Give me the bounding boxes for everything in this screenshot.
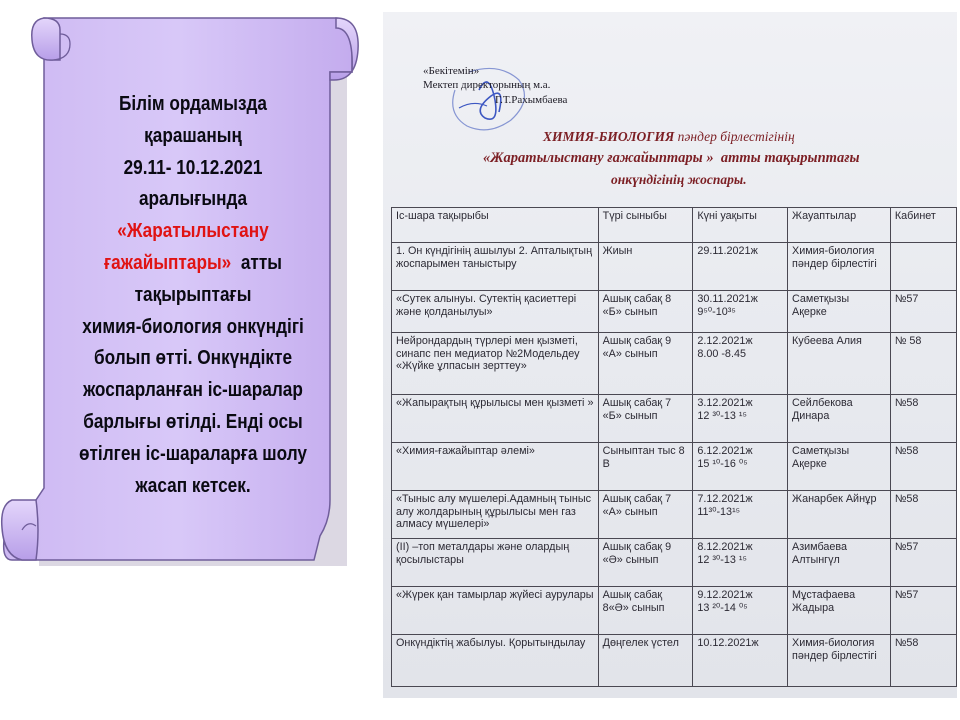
- cell-type: [598, 291, 693, 333]
- cell-type-text: Ашық сабақ 7 «А» сынып: [602, 493, 672, 518]
- cell-responsible-text: Азимбаева Алтынгүл: [792, 541, 848, 566]
- cell-topic: [392, 291, 599, 333]
- table-header-row: [392, 208, 957, 243]
- cell-room-text: №58: [894, 445, 919, 457]
- table-row: [392, 395, 957, 443]
- cell-date-text: 7.12.2021ж: [697, 493, 753, 505]
- cell-type: [598, 395, 693, 443]
- cell-type-text: Ашық сабақ 7 «Б» сынып: [602, 397, 672, 422]
- approve-label: «Бекітемін»: [423, 65, 480, 77]
- cell-responsible-text: Саметқызы Ақерке: [792, 445, 850, 470]
- col-type: Түрі сыныбы: [598, 208, 693, 243]
- cell-responsible: [788, 491, 891, 539]
- cell-time-text: 9⁵⁰-10³⁵: [697, 305, 736, 318]
- table-row: [392, 291, 957, 333]
- scroll-line-5: тақырыптағы: [134, 282, 252, 306]
- scroll-line-11: жасап кетсек.: [135, 473, 251, 497]
- cell-responsible-text: Химия-биология пәндер бірлестігі: [792, 245, 877, 270]
- cell-topic-text: «Жапырақтың құрылысы мен қызметі »: [396, 397, 594, 409]
- cell-date: [693, 635, 788, 687]
- cell-topic-text: «Жүрек қан тамырлар жүйесі аурулары: [396, 589, 594, 601]
- table-row: [392, 587, 957, 635]
- cell-type: [598, 243, 693, 291]
- doc-title-bold: ХИМИЯ-БИОЛОГИЯ: [543, 129, 675, 144]
- table-row: [392, 443, 957, 491]
- scroll-line-1: Білім ордамызда қарашаның: [118, 92, 268, 147]
- cell-room: [890, 291, 956, 333]
- cell-time-text: 8.00 -8.45: [697, 347, 746, 360]
- cell-date: [693, 491, 788, 539]
- doc-title: [543, 129, 795, 145]
- cell-date-text: 6.12.2021ж: [697, 445, 753, 457]
- approve-position: Мектеп директорының м.а.: [423, 79, 551, 91]
- cell-date-text: 10.12.2021ж: [697, 637, 759, 649]
- cell-type-text: Ашық сабақ 8«Ә» сынып: [602, 589, 665, 614]
- col-room: Кабинет: [890, 208, 956, 243]
- document-photo: [383, 12, 957, 698]
- scroll-line-6: химия-биология онкүндігі: [82, 314, 304, 338]
- cell-type-text: Дөңгелек үстел: [602, 637, 679, 649]
- doc-subtitle-line3: онкүндігінің жоспары.: [611, 172, 747, 187]
- cell-date-text: 29.11.2021ж: [697, 245, 758, 257]
- cell-date: [693, 443, 788, 491]
- cell-room: [890, 539, 956, 587]
- cell-date: [693, 539, 788, 587]
- cell-type: [598, 635, 693, 687]
- scroll-line-8: жоспарланған іс-шаралар: [83, 378, 303, 402]
- cell-topic: [392, 333, 599, 395]
- cell-room: [890, 443, 956, 491]
- cell-time-text: 12 ³⁰-13 ¹⁵: [697, 409, 747, 422]
- scroll-line-3: «Жаратылыстану: [117, 219, 269, 243]
- cell-date: [693, 333, 788, 395]
- col-responsible: Жауаптылар: [788, 208, 891, 243]
- doc-title-rest: пәндер бірлестігінің: [677, 129, 795, 144]
- table-row: [392, 243, 957, 291]
- cell-time-text: 11³⁰-13¹⁵: [697, 505, 741, 518]
- cell-room-text: №58: [894, 637, 919, 649]
- cell-topic-text: «Химия-ғажайыптар әлемі»: [396, 445, 535, 457]
- cell-date: [693, 587, 788, 635]
- cell-type-text: Ашық сабақ 9 «Ә» сынып: [602, 541, 672, 566]
- cell-topic: [392, 587, 599, 635]
- col-date: Күні уақыты: [693, 208, 788, 243]
- cell-time-text: 13 ²⁰-14 ⁰⁵: [697, 601, 748, 614]
- table-row: [392, 491, 957, 539]
- cell-type: [598, 539, 693, 587]
- scroll-line-7: болып өтті. Онкүндікте: [93, 346, 293, 370]
- cell-date-text: 30.11.2021ж: [697, 293, 758, 305]
- cell-room-text: № 58: [894, 335, 922, 347]
- cell-responsible-text: Саметқызы Ақерке: [792, 293, 850, 318]
- cell-date-text: 9.12.2021ж: [697, 589, 753, 601]
- cell-topic-text: 1. Он күндігінің ашылуы 2. Апталықтың жоспарымен таныстыру: [396, 245, 593, 270]
- cell-responsible: [788, 291, 891, 333]
- cell-responsible-text: Жанарбек Айнұр: [792, 493, 877, 505]
- cell-type: [598, 491, 693, 539]
- cell-type-text: Сыныптан тыс 8 В: [602, 445, 685, 470]
- scroll-line-10: өтілген іс-шараларға шолу: [78, 441, 308, 465]
- scroll-text: [70, 88, 317, 501]
- cell-room: [890, 635, 956, 687]
- cell-type: [598, 443, 693, 491]
- cell-topic-text: (II) –топ металдары және олардың қосылыстары: [396, 541, 570, 566]
- cell-topic: [392, 243, 599, 291]
- doc-subtitle-rest: атты тақырыптағы: [720, 150, 860, 166]
- table-row: [392, 539, 957, 587]
- cell-room: [890, 587, 956, 635]
- col-topic: Іс-шара тақырыбы: [392, 208, 599, 243]
- cell-room: [890, 333, 956, 395]
- cell-topic-text: Нейрондардың түрлері мен қызметі, синапс пен медиатор №2Модельдеу «Жүйке ұлпасын зерттеу»: [396, 335, 580, 373]
- cell-room-text: №57: [894, 293, 919, 305]
- cell-date: [693, 243, 788, 291]
- cell-topic: [392, 395, 599, 443]
- scroll-line-4: [70, 247, 317, 279]
- cell-responsible: [788, 243, 891, 291]
- scroll-line-2: 29.11- 10.12.2021 аралығында: [123, 155, 263, 211]
- cell-responsible: [788, 333, 891, 395]
- cell-responsible: [788, 539, 891, 587]
- cell-responsible-text: Кубеева Алия: [792, 335, 862, 347]
- cell-date: [693, 395, 788, 443]
- cell-room-text: №57: [894, 541, 919, 553]
- doc-subtitle-bold: «Жаратылыстану ғажайыптары »: [483, 150, 714, 166]
- cell-responsible-text: Мұстафаева Жадыра: [792, 589, 856, 614]
- approve-name: Г.Т.Рахымбаева: [495, 94, 568, 106]
- cell-responsible-text: Сейлбекова Динара: [792, 397, 853, 422]
- cell-time-text: 15 ¹⁰-16 ⁰⁵: [697, 457, 748, 470]
- scroll-line-4b: атты: [240, 250, 283, 274]
- cell-date-text: 2.12.2021ж: [697, 335, 753, 347]
- cell-responsible: [788, 395, 891, 443]
- cell-responsible-text: Химия-биология пәндер бірлестігі: [792, 637, 877, 662]
- cell-room: [890, 395, 956, 443]
- scroll-line-4a: ғажайыптары»: [103, 250, 232, 274]
- cell-date-text: 8.12.2021ж: [697, 541, 753, 553]
- cell-type: [598, 587, 693, 635]
- cell-type-text: Ашық сабақ 9 «А» сынып: [602, 335, 672, 360]
- doc-subtitle: [483, 150, 860, 167]
- cell-topic-text: Онкүндіктің жабылуы. Қорытындылау: [396, 637, 586, 649]
- cell-room: [890, 243, 956, 291]
- cell-type-text: Жиын: [602, 245, 633, 257]
- cell-date-text: 3.12.2021ж: [697, 397, 753, 409]
- table-row: [392, 635, 957, 687]
- cell-topic-text: «Сутек алынуы. Сутектің қасиеттері және қолданылуы»: [396, 293, 577, 318]
- cell-responsible: [788, 635, 891, 687]
- cell-type: [598, 333, 693, 395]
- plan-table: [391, 207, 957, 687]
- cell-responsible: [788, 587, 891, 635]
- cell-type-text: Ашық сабақ 8 «Б» сынып: [602, 293, 672, 318]
- cell-time-text: 12 ³⁰-13 ¹⁵: [697, 553, 747, 566]
- cell-room: [890, 491, 956, 539]
- cell-topic: [392, 491, 599, 539]
- cell-topic: [392, 443, 599, 491]
- cell-topic-text: «Тыныс алу мүшелері.Адамның тыныс алу жолдарының құрылысы мен газ алмасу мүшелері»: [396, 493, 591, 531]
- cell-topic: [392, 635, 599, 687]
- cell-responsible: [788, 443, 891, 491]
- cell-room-text: №58: [894, 397, 919, 409]
- cell-date: [693, 291, 788, 333]
- cell-room-text: №58: [894, 493, 919, 505]
- scroll-line-9: барлығы өтілді. Енді осы: [83, 409, 303, 433]
- cell-room-text: №57: [894, 589, 919, 601]
- cell-topic: [392, 539, 599, 587]
- table-row: [392, 333, 957, 395]
